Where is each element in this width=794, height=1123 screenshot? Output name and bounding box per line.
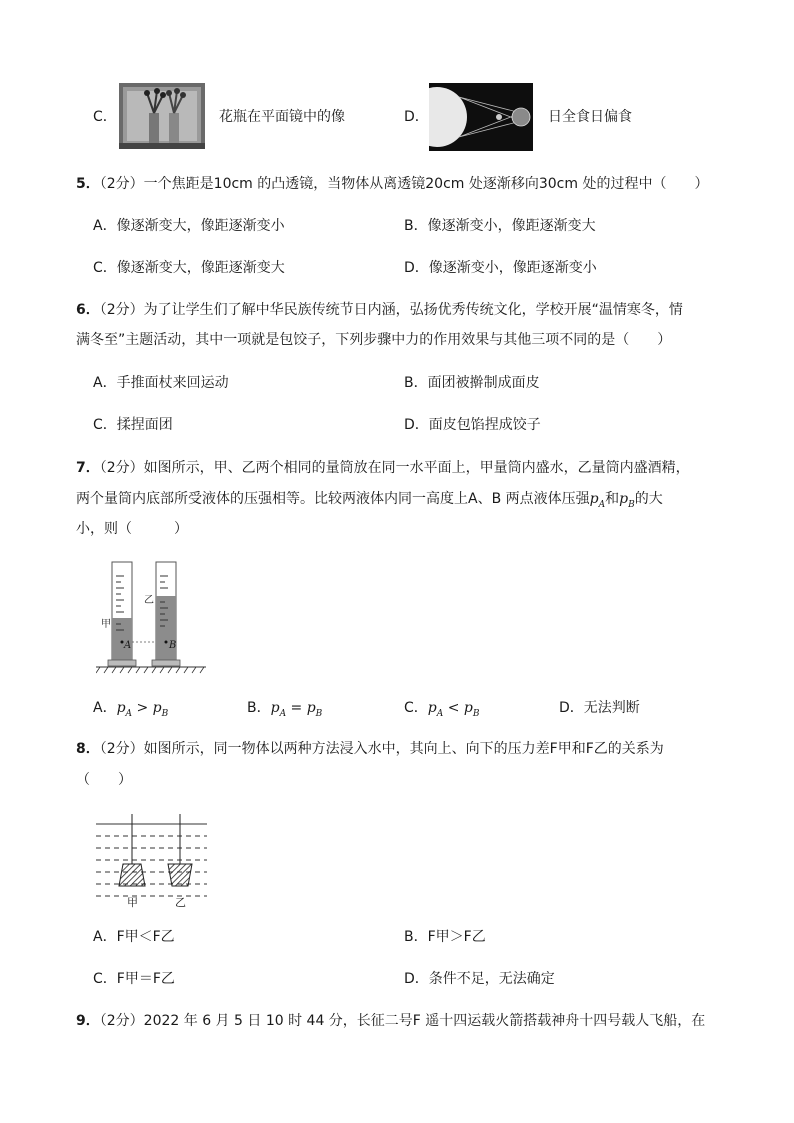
- q4-option-d-letter: D．: [404, 109, 429, 125]
- q7-text-line2a: 两个量筒内底部所受液体的压强相等。比较两液体内同一高度上A、B 两点液体压强: [76, 491, 590, 507]
- q8-option-d-text: 条件不足，无法确定: [428, 971, 555, 987]
- q8-option-d-letter: D．: [404, 971, 429, 987]
- q6-option-b-text: 面团被擀制成面皮: [427, 375, 540, 391]
- q6-option-d: [404, 415, 541, 435]
- q5-option-b: [404, 216, 596, 236]
- q7-text-line2b: 的大: [634, 491, 663, 507]
- q4-option-c-letter: C．: [93, 109, 117, 125]
- q5-option-c: [93, 258, 285, 278]
- q7-option-c: C．$p_A < p_B$: [404, 700, 480, 719]
- q8-option-d: [404, 969, 555, 989]
- q8-fig-label-yi: 乙: [175, 896, 186, 909]
- q7-option-b: B．$p_A = p_B$: [247, 700, 323, 719]
- q7-number: 7．: [76, 460, 100, 476]
- q5-option-d-text: 像逐渐变小，像距逐渐变小: [428, 260, 597, 276]
- q8-score: （2分）: [99, 741, 144, 757]
- q6-option-c-text: 揉捏面团: [116, 417, 173, 433]
- q9-number: 9．: [76, 1013, 100, 1029]
- q7-cylinders-figure: [96, 556, 206, 676]
- q7-stem-line1: [76, 458, 690, 478]
- q8-option-a-letter: A．: [93, 929, 117, 945]
- q6-stem-line2: 满冬至”主题活动，其中一项就是包饺子，下列步骤中力的作用效果与其他三项不同的是（ ）: [76, 332, 672, 348]
- q6-option-c-letter: C．: [93, 417, 117, 433]
- q7-stem-line3: 小，则（ ）: [76, 521, 188, 537]
- q7-option-b-letter: B．: [247, 700, 271, 716]
- q9-stem-line1: [76, 1011, 705, 1031]
- q9-text-line1: 2022 年 6 月 5 日 10 时 44 分，长征二号F 遥十四运载火箭搭载神舟十四号载人飞船，在: [143, 1013, 706, 1029]
- q8-stem-line1: [76, 739, 664, 759]
- q6-stem-line1: [76, 300, 683, 320]
- q7-and: 和: [605, 491, 620, 507]
- q8-option-b-letter: B．: [404, 929, 428, 945]
- q7-fig-label-yi: 乙: [144, 595, 154, 606]
- q7-pA: $p_A$: [589, 491, 606, 510]
- q6-option-d-letter: D．: [404, 417, 429, 433]
- q5-option-d-letter: D．: [404, 260, 429, 276]
- q4-option-c-text: 花瓶在平面镜中的像: [219, 109, 345, 125]
- q7-score: （2分）: [99, 460, 144, 476]
- q8-fig-label-jia: 甲: [127, 896, 138, 909]
- q5-option-a-text: 像逐渐变大，像距逐渐变小: [116, 218, 285, 234]
- q4-option-d-text: 日全食日偏食: [548, 109, 632, 125]
- q6-text-line1: 为了让学生们了解中华民族传统节日内涵，弘扬优秀传统文化，学校开展“温情寒冬，情: [143, 302, 683, 318]
- q5-score: （2分）: [99, 176, 144, 192]
- q6-option-a: [93, 373, 229, 393]
- q6-option-c: [93, 415, 173, 435]
- q7-option-d: [559, 698, 640, 718]
- q8-option-c-letter: C．: [93, 971, 117, 987]
- q8-stem-line2: （ ）: [76, 772, 132, 788]
- q8-option-a-text: F甲＜F乙: [116, 929, 175, 945]
- q6-option-b-letter: B．: [404, 375, 428, 391]
- q5-option-a-letter: A．: [93, 218, 117, 234]
- q5-option-b-text: 像逐渐变小，像距逐渐变大: [427, 218, 596, 234]
- q8-immersion-figure: [94, 814, 209, 910]
- q7-text-line1: 如图所示，甲、乙两个相同的量筒放在同一水平面上，甲量筒内盛水，乙量筒内盛酒精，: [143, 460, 690, 476]
- q6-option-b: [404, 373, 540, 393]
- q7-option-a-letter: A．: [93, 700, 117, 716]
- q6-option-a-text: 手推面杖来回运动: [116, 375, 229, 391]
- q8-option-b: [404, 927, 486, 947]
- q7-option-d-letter: D．: [559, 700, 584, 716]
- q7-pB: $p_B$: [619, 491, 635, 510]
- q8-number: 8．: [76, 741, 100, 757]
- q5-option-d: [404, 258, 597, 278]
- q6-number: 6．: [76, 302, 100, 318]
- q7-fig-label-jia: 甲: [101, 619, 111, 630]
- q6-option-d-text: 面皮包馅捏成饺子: [428, 417, 541, 433]
- q7-option-d-text: 无法判断: [583, 700, 640, 716]
- q5-option-a: [93, 216, 285, 236]
- q7-fig-label-a: A: [124, 640, 132, 651]
- q5-number: 5．: [76, 176, 100, 192]
- q9-score: （2分）: [99, 1013, 144, 1029]
- q7-option-c-letter: C．: [404, 700, 428, 716]
- q8-option-c: [93, 969, 175, 989]
- q5-text: 一个焦距是10cm 的凸透镜，当物体从离透镜20cm 处逐渐移向30cm 处的过程中（ ）: [143, 176, 709, 192]
- q6-option-a-letter: A．: [93, 375, 117, 391]
- q8-option-a: [93, 927, 175, 947]
- q5-option-c-text: 像逐渐变大，像距逐渐变大: [116, 260, 285, 276]
- q7-fig-label-b: B: [169, 640, 177, 651]
- q5-option-b-letter: B．: [404, 218, 428, 234]
- q5-stem: [76, 174, 708, 194]
- q8-option-c-text: F甲＝F乙: [116, 971, 175, 987]
- q8-text-line1: 如图所示，同一物体以两种方法浸入水中，其向上、向下的压力差F甲和F乙的关系为: [143, 741, 664, 757]
- eclipse-diagram-photo: [429, 83, 533, 151]
- vase-mirror-photo: [119, 83, 205, 149]
- q8-option-b-text: F甲＞F乙: [427, 929, 486, 945]
- q7-stem-line2: [76, 489, 663, 515]
- q7-option-a: A．$p_A > p_B$: [93, 700, 169, 719]
- q6-score: （2分）: [99, 302, 144, 318]
- q5-option-c-letter: C．: [93, 260, 117, 276]
